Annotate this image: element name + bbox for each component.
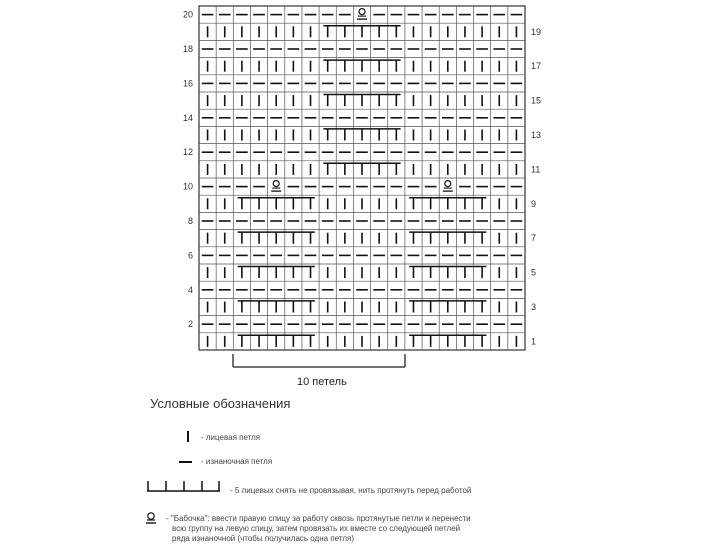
row-number-left: 10 bbox=[182, 181, 193, 192]
repeat-bracket bbox=[233, 354, 405, 367]
row-number-left: 2 bbox=[187, 319, 193, 330]
slip5-symbol bbox=[147, 481, 220, 491]
chart-grid bbox=[199, 6, 525, 350]
bow-icon bbox=[357, 9, 367, 20]
row-number-left: 14 bbox=[182, 112, 193, 123]
row-number-left: 8 bbox=[187, 216, 193, 226]
legend-knit-text: - лицевая петля bbox=[201, 433, 261, 442]
bow-loop bbox=[445, 181, 451, 187]
row-number-left: 16 bbox=[182, 78, 193, 89]
row-number-right: 3 bbox=[531, 302, 537, 312]
row-number-left: 4 bbox=[187, 284, 193, 295]
bow-loop bbox=[273, 181, 279, 187]
row-number-right: 19 bbox=[531, 26, 542, 37]
bow-icon bbox=[443, 181, 453, 192]
row-number-left: 20 bbox=[182, 9, 193, 20]
legend-title: Условные обозначения bbox=[150, 396, 291, 411]
legend-bow-text-3: ряда изнаночной (чтобы получилась одна петля) bbox=[172, 534, 354, 543]
legend-purl-text: - изнаночная петля bbox=[201, 457, 273, 466]
legend-bow-text-1: - "Бабочка": ввести правую спицу за работу сквозь протянутые петли и перенести bbox=[166, 514, 471, 523]
row-number-left: 18 bbox=[182, 44, 193, 54]
row-number-right: 13 bbox=[531, 130, 542, 140]
row-number-right: 7 bbox=[531, 233, 537, 244]
stitch-symbols bbox=[202, 15, 523, 347]
bow-loop bbox=[359, 9, 365, 15]
row-number-right: 1 bbox=[531, 336, 537, 347]
legend-symbols bbox=[146, 431, 220, 523]
legend-bow-text-2: всю группу на левую спицу, затем провязать их вместе со следующей петлей bbox=[172, 524, 461, 533]
row-number-right: 9 bbox=[531, 198, 537, 209]
row-number-right: 5 bbox=[531, 267, 537, 278]
legend-slip5-text: - 5 лицевых снять не провязывая, нить протянуть перед работой bbox=[230, 486, 472, 495]
row-number-right: 15 bbox=[531, 95, 542, 106]
repeat-label: 10 петель bbox=[297, 376, 347, 388]
bow-legend-icon bbox=[146, 513, 156, 523]
row-number-right: 11 bbox=[531, 164, 541, 175]
row-number-right: 17 bbox=[531, 61, 542, 72]
row-number-left: 6 bbox=[187, 250, 193, 261]
bow-icon bbox=[271, 181, 281, 192]
row-number-left: 12 bbox=[182, 147, 193, 158]
